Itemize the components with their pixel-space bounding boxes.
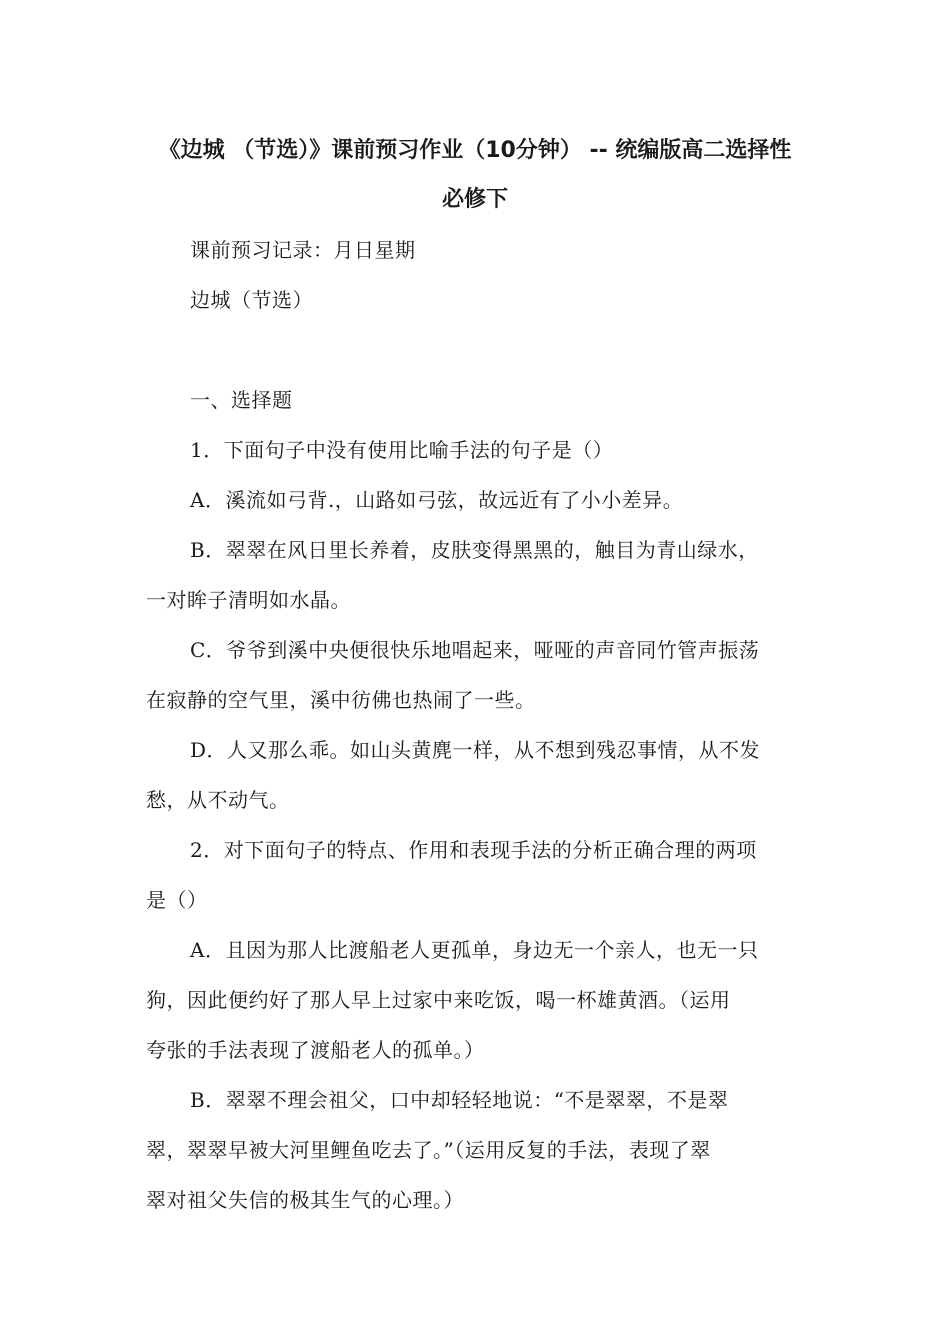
question-1-option-c-line-2: 在寂静的空气里，溪中彷佛也热闹了一些。 (146, 688, 536, 712)
question-1-option-a: A．溪流如弓背.，山路如弓弦，故远近有了小小差异。 (190, 488, 684, 512)
question-2-option-b-line-1: B．翠翠不理会祖父，口中却轻轻地说：“不是翠翠，不是翠 (190, 1088, 729, 1112)
question-1-option-b-line-1: B．翠翠在风日里长养着，皮肤变得黑黑的，触目为青山绿水， (190, 538, 759, 562)
question-1-option-c-line-1: C．爷爷到溪中央便很快乐地唱起来，哑哑的声音同竹管声振荡 (190, 638, 760, 662)
question-2-stem-line-2: 是（） (146, 888, 208, 912)
question-2-option-a-line-1: A．且因为那人比渡船老人更孤单，身边无一个亲人，也无一只 (190, 938, 759, 962)
question-2-option-b-line-3: 翠对祖父失信的极其生气的心理。） (146, 1188, 464, 1212)
section-heading: 一、选择题 (190, 388, 293, 412)
question-2-option-a-line-3: 夸张的手法表现了渡船老人的孤单。） (146, 1038, 485, 1062)
document-title-line-1: 《边城 （节选）》课前预习作业（10分钟） -- 统编版高二选择性 (158, 138, 792, 163)
text-title: 边城（节选） (190, 288, 313, 312)
preview-record-line: 课前预习记录：月日星期 (190, 238, 416, 262)
question-1-option-b-line-2: 一对眸子清明如水晶。 (146, 588, 351, 612)
document-title-line-2: 必修下 (441, 187, 508, 212)
question-1-option-d-line-2: 愁，从不动气。 (146, 788, 290, 812)
question-2-stem-line-1: 2．对下面句子的特点、作用和表现手法的分析正确合理的两项 (190, 838, 757, 862)
question-2-option-a-line-2: 狗，因此便约好了那人早上过家中来吃饭，喝一杯雄黄酒。（运用 (146, 988, 731, 1012)
question-2-option-b-line-2: 翠，翠翠早被大河里鲤鱼吃去了。”（运用反复的手法，表现了翠 (146, 1138, 711, 1162)
question-1-option-d-line-1: D．人又那么乖。如山头黄麂一样，从不想到残忍事情，从不发 (190, 738, 761, 762)
question-1-stem: 1．下面句子中没有使用比喻手法的句子是（） (190, 438, 614, 462)
